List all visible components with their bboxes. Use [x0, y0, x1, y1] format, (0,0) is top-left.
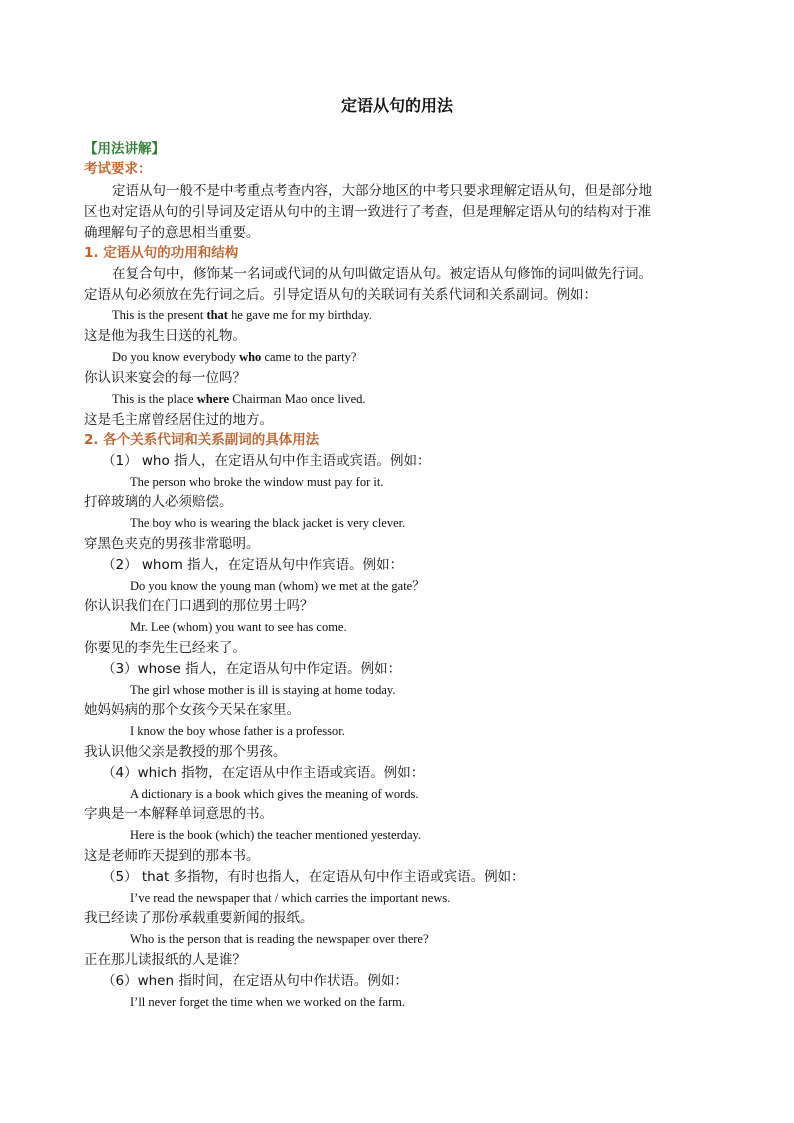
example-sentence: Do you know the young man (whom) we met at the gate？	[130, 579, 425, 593]
relative-word: who	[239, 350, 262, 364]
example-translation: 这是老师昨天提到的那本书。	[84, 848, 260, 864]
item-label: （3）whose 指人，在定语从句中作定语。例如：	[102, 661, 402, 677]
example-sentence: This is the present that he gave me for my birthday.	[112, 308, 372, 322]
example-sentence: I’ll never forget the time when we worked on the farm.	[130, 995, 406, 1009]
relative-word: where	[196, 392, 230, 406]
example-sentence: The girl whose mother is ill is staying at home today.	[130, 683, 396, 697]
item-label: （6）when 指时间，在定语从句中作状语。例如：	[102, 973, 408, 989]
paragraph-line: 在复合句中，修饰某一名词或代词的从句叫做定语从句。被定语从句修饰的词叫做先行词。	[112, 266, 652, 282]
example-translation: 你要见的李先生已经来了。	[84, 640, 246, 656]
example-translation: 字典是一本解释单词意思的书。	[84, 806, 273, 822]
example-translation: 打碎玻璃的人必须赔偿。	[84, 494, 233, 510]
example-sentence: Here is the book (which) the teacher mentioned yesterday.	[130, 828, 422, 842]
example-sentence: The boy who is wearing the black jacket is very clever.	[130, 516, 406, 530]
example-translation: 这是他为我生日送的礼物。	[84, 328, 246, 344]
example-sentence: A dictionary is a book which gives the meaning of words.	[130, 787, 419, 801]
example-translation: 穿黑色夹克的男孩非常聪明。	[84, 536, 260, 552]
example-translation: 她妈妈病的那个女孩今天呆在家里。	[84, 702, 300, 718]
example-translation: 你认识来宴会的每一位吗？	[84, 370, 246, 386]
item-label: （5） that 多指物，有时也指人，在定语从句中作主语或宾语。例如：	[102, 869, 525, 885]
page-title: 定语从句的用法	[340, 96, 453, 115]
relative-word: that	[206, 308, 228, 322]
section-header: 【用法讲解】	[84, 141, 165, 157]
example-translation: 这是毛主席曾经居住过的地方。	[84, 412, 273, 428]
intro-line: 区也对定语从句的引导词及定语从句中的主谓一致进行了考查，但是理解定语从句的结构对于准	[84, 204, 651, 220]
intro-line: 确理解句子的意思相当重要。	[84, 225, 260, 241]
example-translation: 正在那儿读报纸的人是谁？	[84, 952, 246, 968]
example-translation: 我已经读了那份承载重要新闻的报纸。	[84, 910, 314, 926]
example-translation: 你认识我们在门口遇到的那位男士吗？	[84, 598, 314, 614]
example-sentence: Who is the person that is reading the newspaper over there?	[130, 932, 429, 946]
example-sentence: Do you know everybody who came to the party?	[112, 350, 357, 364]
example-sentence: I know the boy whose father is a professor.	[130, 724, 345, 738]
example-sentence: I’ve read the newspaper that / which carries the important news.	[130, 891, 451, 905]
paragraph-line: 定语从句必须放在先行词之后。引导定语从句的关联词有关系代词和关系副词。例如：	[84, 287, 597, 303]
intro-line: 定语从句一般不是中考重点考查内容，大部分地区的中考只要求理解定语从句，但是部分地	[112, 183, 652, 199]
example-translation: 我认识他父亲是教授的那个男孩。	[84, 744, 287, 760]
item-label: （1） who 指人，在定语从句中作主语或宾语。例如：	[102, 453, 431, 469]
example-sentence: Mr. Lee (whom) you want to see has come.	[130, 620, 347, 634]
heading-function-structure: 1. 定语从句的功用和结构	[84, 245, 239, 261]
item-label: （2） whom 指人，在定语从句中作宾语。例如：	[102, 557, 404, 573]
item-label: （4）which 指物，在定语从中作主语或宾语。例如：	[102, 765, 425, 781]
example-sentence: This is the place where Chairman Mao once lived.	[112, 392, 366, 406]
example-sentence: The person who broke the window must pay for it.	[130, 475, 384, 489]
heading-relative-words: 2. 各个关系代词和关系副词的具体用法	[84, 432, 320, 448]
exam-requirement-label: 考试要求：	[84, 161, 152, 177]
